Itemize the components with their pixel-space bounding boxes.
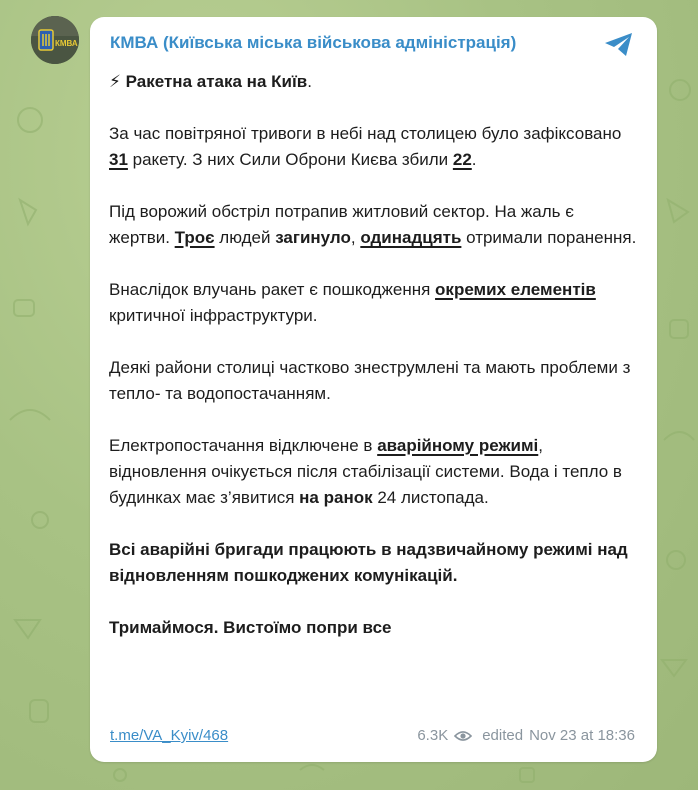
message-meta xyxy=(417,727,635,744)
message-paragraph: За час повітряної тривоги в небі над столицею було зафіксовано 31 ракету. З них Сили Оброни Києва збили 22. xyxy=(109,124,622,169)
kmva-logo-icon xyxy=(31,16,79,64)
svg-text:КМВА: КМВА xyxy=(55,39,78,48)
channel-name[interactable]: КМВА (Київська міська військова адміністрація) xyxy=(110,33,517,52)
message-paragraph: Всі аварійні бригади працюють в надзвичайному режимі над відновленням пошкоджених комунікацій. xyxy=(109,540,628,585)
message-paragraph: Внаслідок влучань ракет є пошкодження окремих елементів критичної інфраструктури. xyxy=(109,280,596,325)
eye-icon xyxy=(454,730,472,742)
message-date: Nov 23 at 18:36 xyxy=(529,727,635,744)
message-paragraph: Електропостачання відключене в аварійному режимі, відновлення очікується після стабілізації системи. Вода і тепло в будинках має з’явитися на ранок 24 листопада. xyxy=(109,436,622,507)
message-paragraph: ⚡ Ракетна атака на Київ. xyxy=(109,72,312,91)
message-bubble xyxy=(90,17,657,762)
ukraine-flag-icon xyxy=(397,620,419,635)
message-paragraph: Деякі райони столиці частково знеструмлені та мають проблеми з тепло- та водопостачанням. xyxy=(109,358,631,403)
views-count: 6.3K xyxy=(417,727,449,744)
message-paragraph: Тримаймося. Вистоїмо попри все xyxy=(109,615,639,641)
share-icon[interactable] xyxy=(603,31,635,59)
lightning-icon: ⚡ xyxy=(109,72,121,91)
message-paragraph: Під ворожий обстріл потрапив житловий сектор. На жаль є жертви. Троє людей загинуло, одинадцять отримали поранення. xyxy=(109,202,637,247)
message-footer xyxy=(110,727,635,749)
edited-label: edited xyxy=(482,727,524,744)
message-text xyxy=(109,69,639,667)
channel-avatar[interactable] xyxy=(31,16,79,64)
post-link[interactable]: t.me/VA_Kyiv/468 xyxy=(110,727,229,744)
